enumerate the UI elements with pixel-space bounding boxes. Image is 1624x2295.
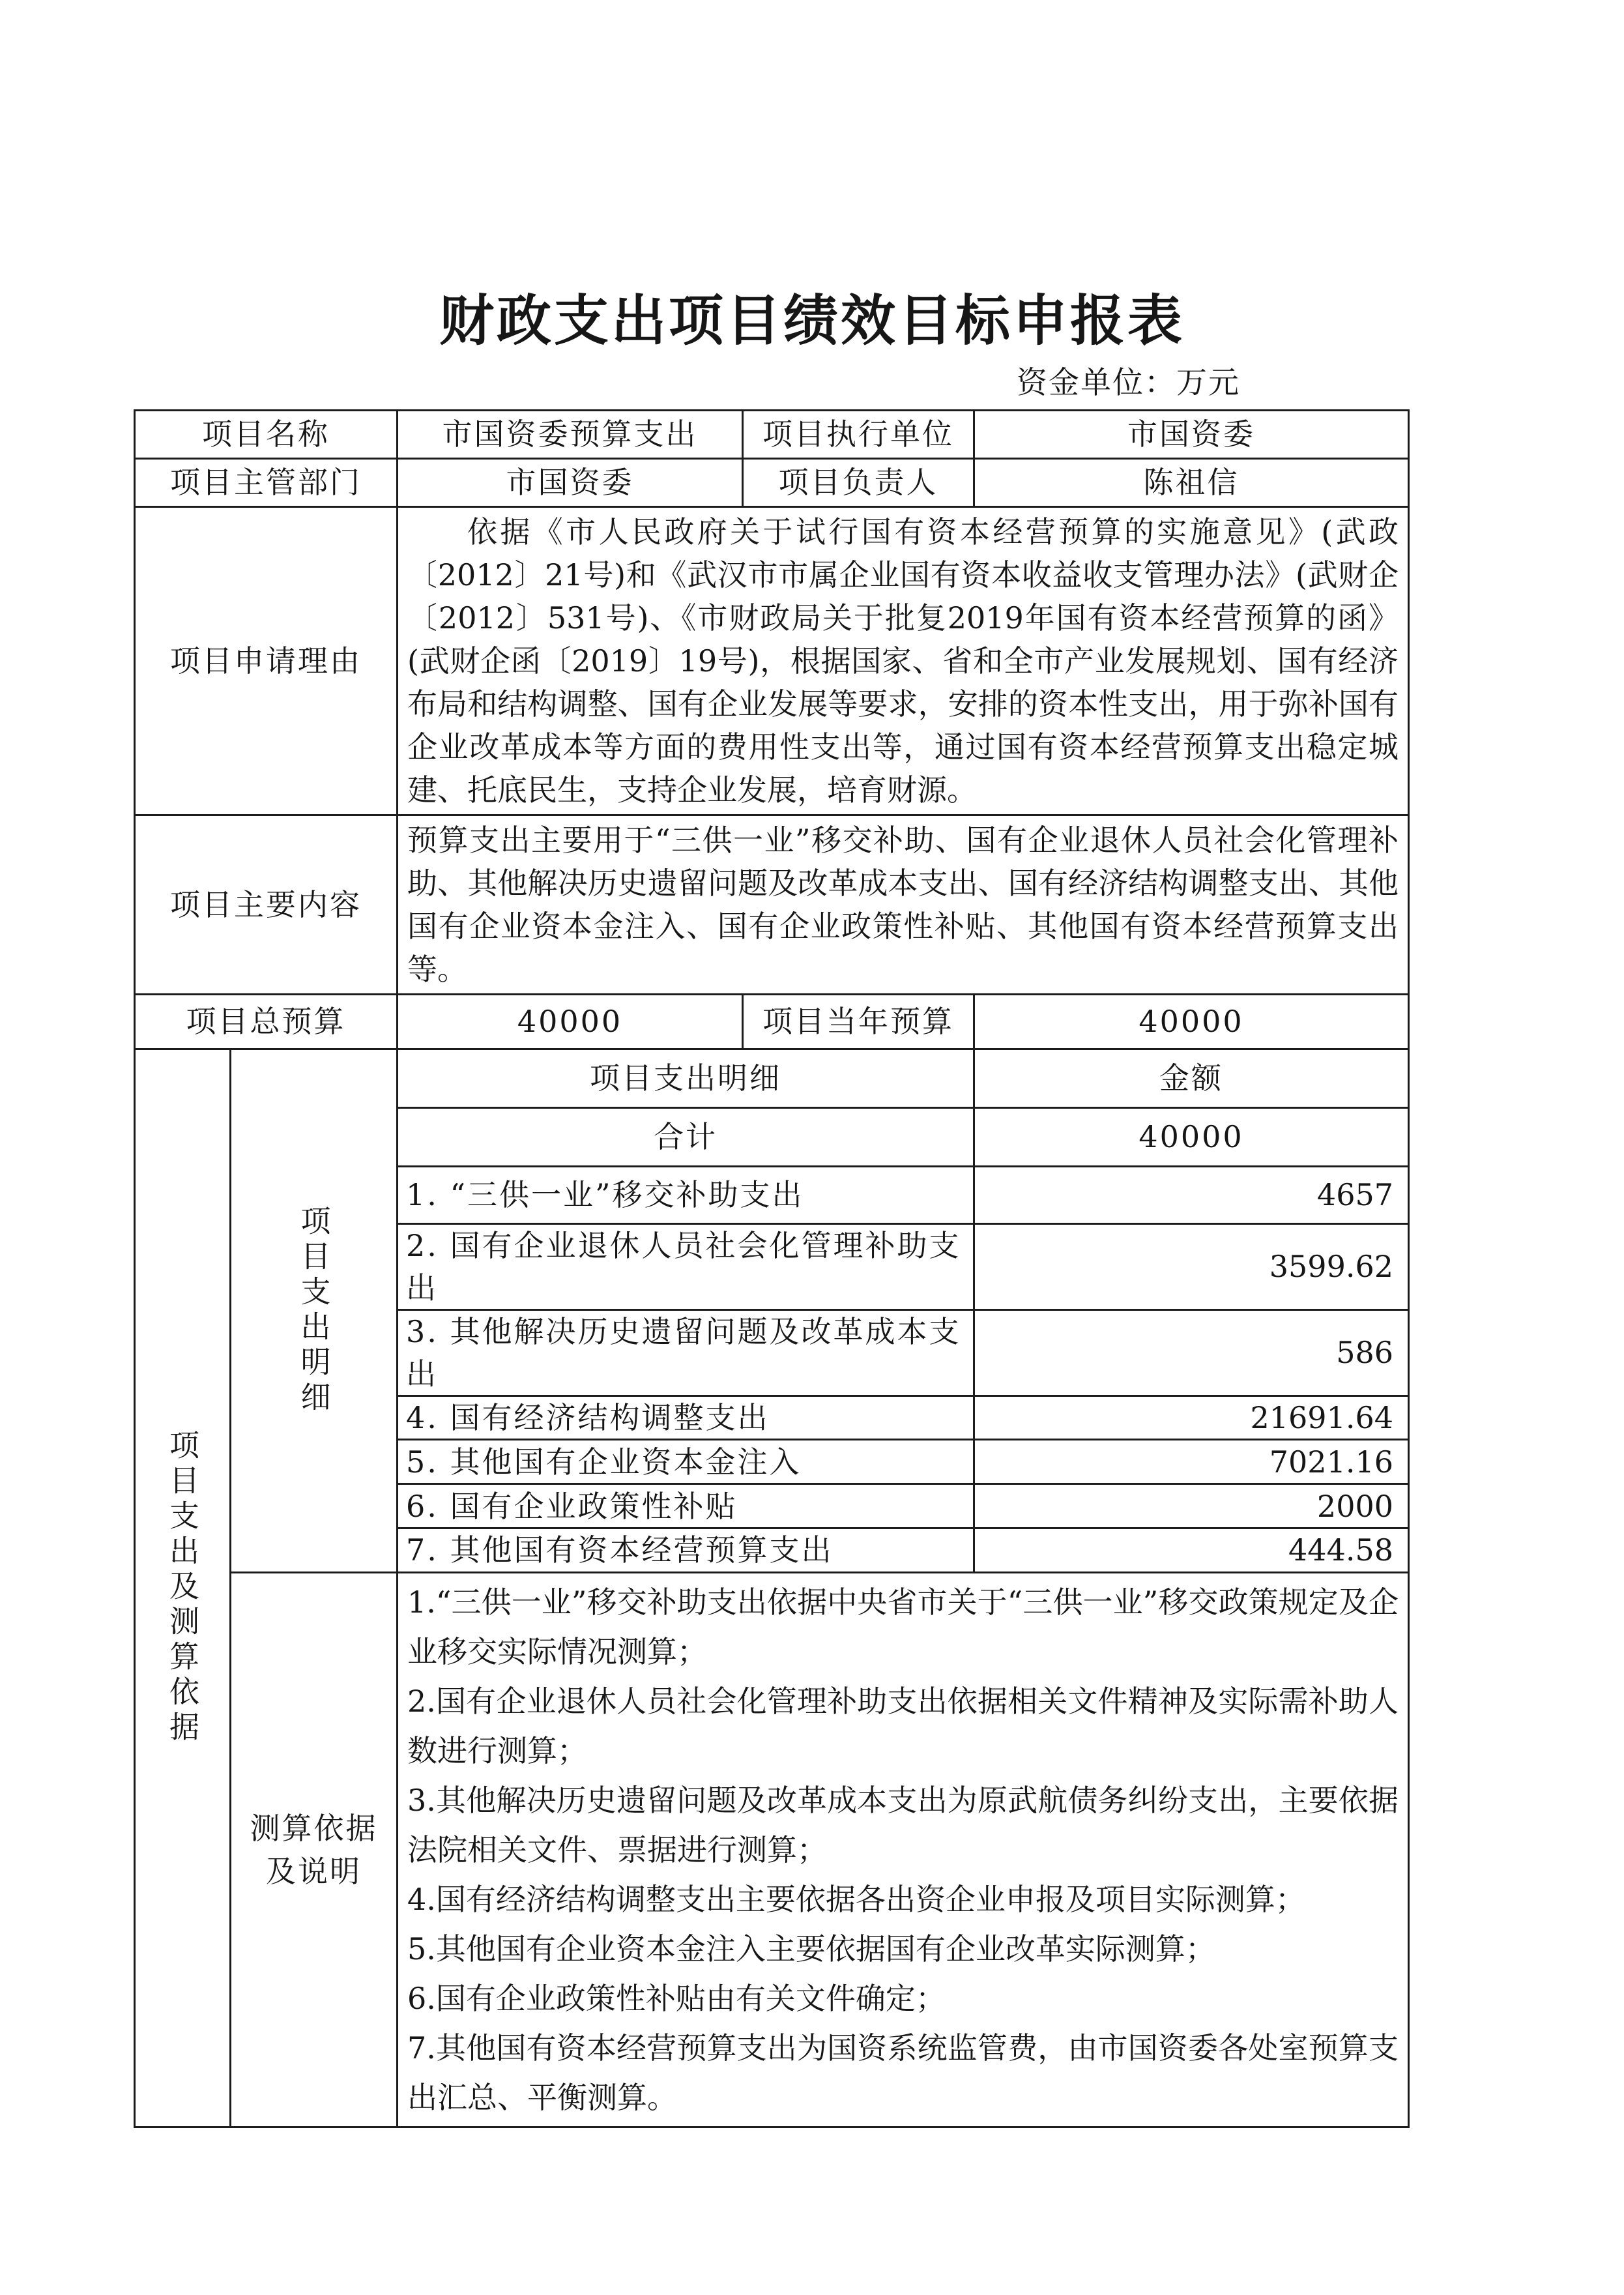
- exec-unit-value: 市国资委: [974, 411, 1409, 459]
- expense-item-label: 6. 国有企业政策性补贴: [398, 1484, 974, 1528]
- basis-note: 4.国有经济结构调整支出主要依据各出资企业申报及项目实际测算；: [407, 1881, 1305, 1917]
- row-detail-header: [135, 1049, 1409, 1108]
- basis-notes: [398, 1572, 1409, 2127]
- owner-label: 项目负责人: [743, 459, 974, 507]
- expense-item-label: 3. 其他解决历史遗留问题及改革成本支出: [398, 1310, 974, 1396]
- expense-item-label: 1. “三供一业”移交补助支出: [398, 1167, 974, 1224]
- content-text: 预算支出主要用于“三供一业”移交补助、国有企业退休人员社会化管理补助、其他解决历史遗留问题及改革成本支出、国有经济结构调整支出、其他国有企业资本金注入、国有企业政策性补贴、其他国有资本经营预算支出等。: [398, 815, 1409, 995]
- detail-label-cell: [231, 1049, 398, 1573]
- row-project-name: [135, 411, 1409, 459]
- expense-item-label: 4. 国有经济结构调整支出: [398, 1396, 974, 1440]
- exec-unit-label: 项目执行单位: [743, 411, 974, 459]
- dept-value: 市国资委: [398, 459, 743, 507]
- sum-label: 合计: [398, 1108, 974, 1167]
- reason-text: 依据《市人民政府关于试行国有资本经营预算的实施意见》(武政〔2012〕21号)和《武汉市市属企业国有资本收益收支管理办法》(武财企〔2012〕531号)、《市财政局关于批复2019年国有资本经营预算的函》(武财企函〔2019〕19号)，根据国家、省和全市产业发展规划、国有经济布局和结构调整、国有企业发展等要求，安排的资本性支出，用于弥补国有企业改革成本等方面的费用性支出等，通过国有资本经营预算支出稳定城建、托底民生，支持企业发展，培育财源。: [398, 507, 1409, 815]
- expense-item-amount: 444.58: [974, 1528, 1409, 1572]
- basis-label: 测算依据及说明: [231, 1572, 398, 2127]
- expense-item-amount: 3599.62: [974, 1224, 1409, 1310]
- detail-label: 项目支出明细: [296, 1205, 332, 1416]
- basis-note: 5.其他国有企业资本金注入主要依据国有企业改革实际测算；: [407, 1931, 1215, 1966]
- owner-value: 陈祖信: [974, 459, 1409, 507]
- row-dept: [135, 459, 1409, 507]
- row-basis: [135, 1572, 1409, 2127]
- basis-note: 7.其他国有资本经营预算支出为国资系统监管费，由市国资委各处室预算支出汇总、平衡测算。: [407, 2030, 1399, 2115]
- project-name-value: 市国资委预算支出: [398, 411, 743, 459]
- total-budget-value: 40000: [398, 995, 743, 1049]
- expense-item-label: 2. 国有企业退休人员社会化管理补助支出: [398, 1224, 974, 1310]
- col-header-amount: 金额: [974, 1049, 1409, 1108]
- section-label: 项目支出及测算依据: [165, 1429, 200, 1747]
- col-header-item: 项目支出明细: [398, 1049, 974, 1108]
- row-reason: [135, 507, 1409, 815]
- year-budget-label: 项目当年预算: [743, 995, 974, 1049]
- expense-item-amount: 21691.64: [974, 1396, 1409, 1440]
- basis-note: 2.国有企业退休人员社会化管理补助支出依据相关文件精神及实际需补助人数进行测算；: [407, 1683, 1399, 1768]
- content-label: 项目主要内容: [135, 815, 398, 995]
- expense-item-label: 7. 其他国有资本经营预算支出: [398, 1528, 974, 1572]
- basis-note: 3.其他解决历史遗留问题及改革成本支出为原武航债务纠纷支出，主要依据法院相关文件、票据进行测算；: [407, 1782, 1399, 1867]
- basis-note: 6.国有企业政策性补贴由有关文件确定；: [407, 1980, 946, 2016]
- expense-item-amount: 586: [974, 1310, 1409, 1396]
- expense-item-label: 5. 其他国有企业资本金注入: [398, 1440, 974, 1484]
- dept-label: 项目主管部门: [135, 459, 398, 507]
- form-title: 财政支出项目绩效目标申报表: [439, 289, 1185, 353]
- expense-item-amount: 7021.16: [974, 1440, 1409, 1484]
- performance-target-form: [134, 409, 1410, 2128]
- sum-value: 40000: [974, 1108, 1409, 1167]
- row-content: [135, 815, 1409, 995]
- reason-label: 项目申请理由: [135, 507, 398, 815]
- expense-item-amount: 2000: [974, 1484, 1409, 1528]
- basis-note: 1.“三供一业”移交补助支出依据中央省市关于“三供一业”移交政策规定及企业移交实际情况测算；: [407, 1584, 1399, 1669]
- expense-item-amount: 4657: [974, 1167, 1409, 1224]
- total-budget-label: 项目总预算: [135, 995, 398, 1049]
- row-budget: [135, 995, 1409, 1049]
- currency-unit: 资金单位：万元: [1017, 365, 1240, 401]
- year-budget-value: 40000: [974, 995, 1409, 1049]
- project-name-label: 项目名称: [135, 411, 398, 459]
- section-label-cell: [135, 1049, 231, 2127]
